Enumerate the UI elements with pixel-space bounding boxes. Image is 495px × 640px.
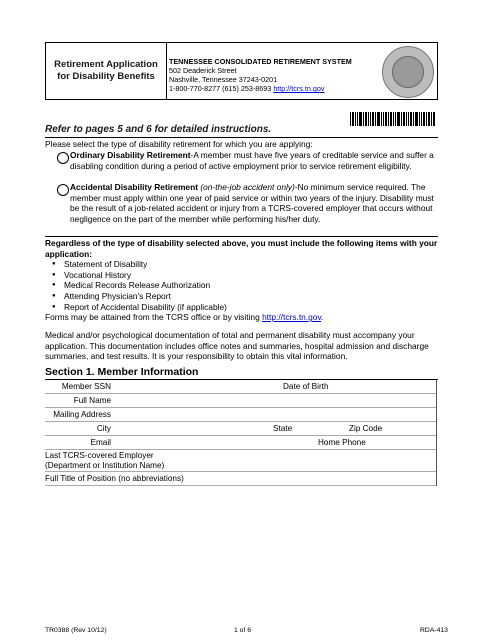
accidental-option-desc: -No minimum service required. The member must apply within one year of paid service or within two years of the injury. Disability must be the result of a job-related accident or injury from a TCRS-covered employer that occurs without negligence on the part of the member while performing his/her duty.: [70, 182, 434, 224]
member-ssn-label: Member SSN: [61, 382, 111, 391]
forms-note: Forms may be attained from the TCRS office or by visiting http://tcrs.tn.gov.: [45, 312, 324, 323]
org-contact: [169, 84, 379, 93]
state-seal-icon: [382, 46, 434, 98]
org-street: 502 Deaderick Street: [169, 66, 237, 75]
member-ssn-field[interactable]: [118, 380, 267, 393]
full-name-row: [45, 394, 437, 408]
home-phone-label: Home Phone: [318, 438, 366, 447]
ordinary-option-label: Ordinary Disability Retirement: [70, 150, 191, 160]
state-field[interactable]: [300, 422, 345, 435]
ordinary-option-desc: -A member must have five years of creditable service and suffer a disabling condition during a period of active employment prior to service retirement eligibility.: [70, 150, 434, 171]
position-field[interactable]: [205, 472, 437, 485]
list-item: ● Report of Accidental Disability (if applicable): [45, 302, 438, 313]
form-header: [45, 42, 438, 100]
org-address-block: [169, 57, 379, 93]
org-website-link[interactable]: http://tcrs.tn.gov: [273, 84, 325, 93]
page-number: 1 of 6: [234, 627, 252, 634]
barcode-icon: [350, 112, 435, 126]
position-row: [45, 472, 437, 486]
home-phone-field[interactable]: [370, 436, 437, 449]
requirements-heading: Regardless of the type of disability selected above, you must include the following items with your application:: [45, 238, 438, 259]
dob-label: Date of Birth: [283, 382, 329, 391]
medical-note: Medical and/or psychological documentation of total and permanent disability must accompany your application. This documentation includes office notes and summaries, hospital admission and discharge summaries, and test results. It is your responsibility to obtain this vital information.: [45, 330, 429, 362]
requirements-list: [45, 259, 438, 312]
select-prompt: Please select the type of disability retirement for which you are applying:: [45, 139, 313, 149]
form-title-line2: for Disability Benefits: [57, 71, 155, 82]
member-info-form: [45, 380, 437, 486]
mailing-address-field[interactable]: [118, 408, 437, 421]
form-title: [46, 43, 167, 99]
divider: [45, 236, 438, 237]
accidental-option-label: Accidental Disability Retirement: [70, 182, 198, 192]
email-label: Email: [90, 438, 111, 447]
ssn-dob-row: [45, 380, 437, 394]
position-label: Full Title of Position (no abbreviations): [45, 474, 184, 483]
city-label: City: [96, 424, 111, 433]
form-id: TR0388 (Rev 10/12): [45, 627, 107, 634]
city-field[interactable]: [118, 422, 268, 435]
zip-label: Zip Code: [349, 424, 383, 433]
city-state-zip-row: [45, 422, 437, 436]
zip-field[interactable]: [390, 422, 437, 435]
email-phone-row: [45, 436, 437, 450]
requirements-block: [45, 238, 438, 323]
employer-field[interactable]: [185, 450, 437, 471]
form-title-line1: Retirement Application: [54, 59, 158, 70]
mailing-address-row: [45, 408, 437, 422]
employer-row: [45, 450, 437, 472]
employer-label-line2: (Department or Institution Name): [45, 461, 165, 470]
email-field[interactable]: [118, 436, 308, 449]
accidental-option-radio[interactable]: [57, 184, 69, 196]
full-name-field[interactable]: [118, 394, 437, 407]
forms-link[interactable]: http://tcrs.tn.gov: [262, 312, 322, 323]
employer-label-line1: Last TCRS-covered Employer: [45, 451, 154, 460]
list-item: ● Attending Physician's Report: [45, 291, 438, 302]
form-right-border: [436, 380, 437, 486]
org-name: TENNESSEE CONSOLIDATED RETIREMENT SYSTEM: [169, 57, 352, 66]
ordinary-option: [70, 150, 438, 171]
full-name-label: Full Name: [73, 396, 111, 405]
mailing-address-label: Mailing Address: [53, 410, 111, 419]
accidental-option-qualifier: (on-the-job accident only): [200, 182, 295, 192]
list-item: ● Vocational History: [45, 270, 438, 281]
dob-field[interactable]: [345, 380, 437, 393]
instructions-note: Refer to pages 5 and 6 for detailed instructions.: [45, 124, 272, 135]
accidental-option: [70, 182, 438, 224]
ordinary-option-radio[interactable]: [57, 152, 69, 164]
section1-title: Section 1. Member Information: [45, 366, 199, 378]
state-label: State: [273, 424, 293, 433]
form-code: RDA-413: [420, 627, 448, 634]
list-item: ● Medical Records Release Authorization: [45, 280, 438, 291]
org-phones: 1-800-770-8277 (615) 253-8693: [169, 84, 272, 93]
divider: [45, 137, 438, 138]
org-city: Nashville, Tennessee 37243-0201: [169, 75, 278, 84]
list-item: ● Statement of Disability: [45, 259, 438, 270]
